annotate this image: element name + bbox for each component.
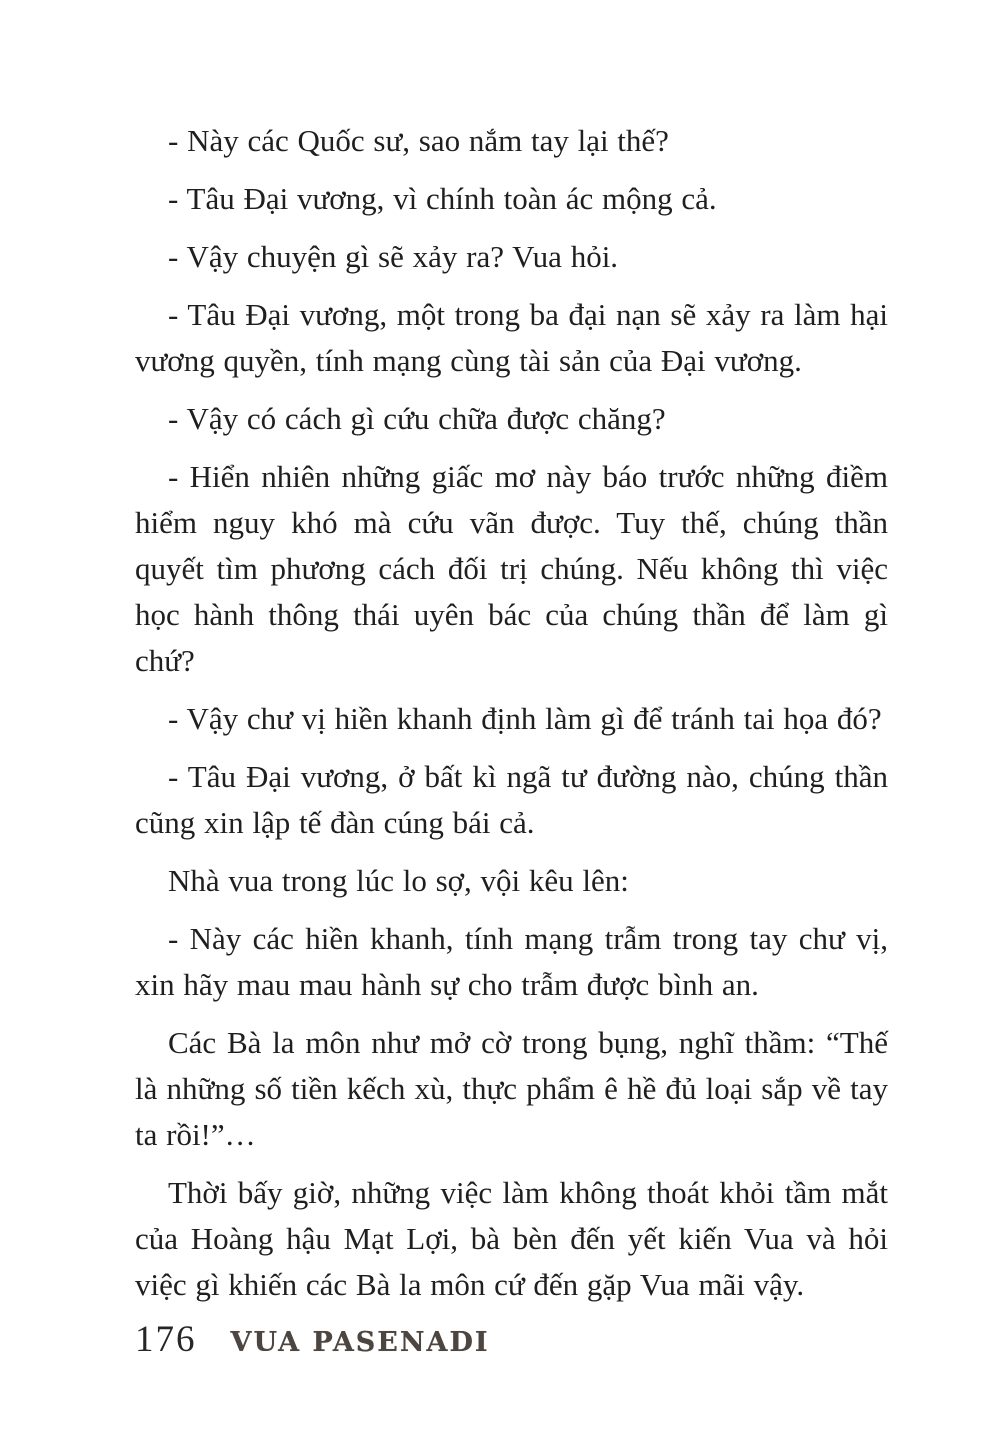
body-text [135, 118, 888, 1320]
paragraph: - Này các Quốc sư, sao nắm tay lại thế? [168, 123, 669, 158]
page-footer [135, 1318, 490, 1361]
paragraph: - Tâu Đại vương, một trong ba đại nạn sẽ xảy ra làm hại vương quyền, tính mạng cùng tài sản của Đại vương. [135, 297, 888, 378]
paragraph: Thời bấy giờ, những việc làm không thoát khỏi tầm mắt của Hoàng hậu Mạt Lợi, bà bèn đến yết kiến Vua và hỏi việc gì khiến các Bà la môn cứ đến gặp Vua mãi vậy. [135, 1175, 888, 1302]
paragraph: - Này các hiền khanh, tính mạng trẫm trong tay chư vị, xin hãy mau mau hành sự cho trẫm được bình an. [135, 921, 888, 1002]
running-title: VUA PASENADI [230, 1327, 490, 1358]
paragraph: Các Bà la môn như mở cờ trong bụng, nghĩ thầm: “Thế là những số tiền kếch xù, thực phẩm ê hề đủ loại sắp về tay ta rồi!”… [135, 1025, 888, 1152]
paragraph: - Vậy có cách gì cứu chữa được chăng? [168, 401, 666, 436]
paragraph: Nhà vua trong lúc lo sợ, vội kêu lên: [168, 863, 629, 898]
paragraph: - Vậy chư vị hiền khanh định làm gì để tránh tai họa đó? [168, 701, 882, 736]
page-number: 176 [135, 1319, 197, 1360]
paragraph: - Vậy chuyện gì sẽ xảy ra? Vua hỏi. [168, 239, 619, 274]
paragraph: - Hiển nhiên những giấc mơ này báo trước những điềm hiểm nguy khó mà cứu vãn được. Tuy thế, chúng thần quyết tìm phương cách đối trị chúng. Nếu không thì việc học hành thông thái uyên bác của chúng thần để làm gì chứ? [135, 459, 888, 678]
paragraph: - Tâu Đại vương, ở bất kì ngã tư đường nào, chúng thần cũng xin lập tế đàn cúng bái cả. [135, 759, 888, 840]
paragraph: - Tâu Đại vương, vì chính toàn ác mộng cả. [168, 181, 717, 216]
